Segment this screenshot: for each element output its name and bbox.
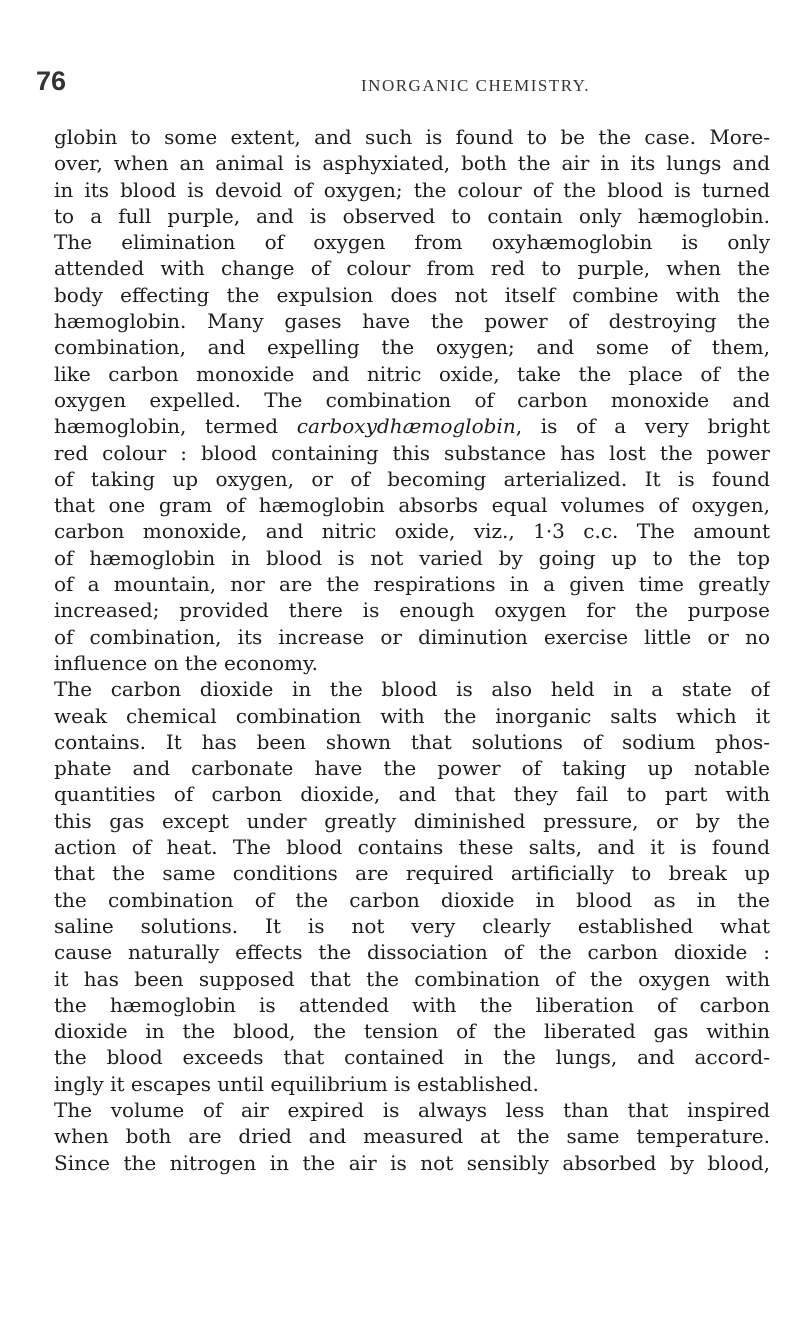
text-line: it has been supposed that the combination of the oxygen with: [54, 966, 770, 991]
text-line: when both are dried and measured at the same temperature.: [54, 1124, 770, 1149]
text-line: of taking up oxygen, or of becoming arterialized. It is found: [54, 466, 770, 491]
text-line: of hæmoglobin in blood is not varied by going up to the top: [54, 545, 770, 570]
text-line: this gas except under greatly diminished pressure, or by the: [54, 808, 770, 833]
text-line: hæmoglobin. Many gases have the power of destroying the: [54, 309, 770, 334]
text-line: increased; provided there is enough oxygen for the purpose: [54, 598, 770, 623]
text-line: of combination, its increase or diminution exercise little or no: [54, 624, 770, 649]
text-line: The elimination of oxygen from oxyhæmoglobin is only: [54, 230, 770, 255]
text-line: to a full purple, and is observed to contain only hæmoglobin.: [54, 203, 770, 228]
text-line: attended with change of colour from red to purple, when the: [54, 256, 770, 281]
text-line: [54, 413, 770, 439]
text-line: the blood exceeds that contained in the lungs, and accord-: [54, 1045, 770, 1070]
body-text: [54, 124, 770, 1176]
running-head: [36, 66, 776, 100]
text-run: hæmoglobin, termed: [54, 414, 297, 439]
text-line: quantities of carbon dioxide, and that they fail to part with: [54, 782, 770, 807]
text-line: that the same conditions are required artificially to break up: [54, 861, 770, 886]
text-line: Since the nitrogen in the air is not sensibly absorbed by blood,: [54, 1150, 770, 1175]
text-line: saline solutions. It is not very clearly established what: [54, 913, 770, 938]
text-line: phate and carbonate have the power of taking up notable: [54, 756, 770, 781]
text-line: that one gram of hæmoglobin absorbs equal volumes of oxygen,: [54, 493, 770, 518]
text-line: weak chemical combination with the inorganic salts which it: [54, 703, 770, 728]
text-line: combination, and expelling the oxygen; and some of them,: [54, 335, 770, 360]
text-line: carbon monoxide, and nitric oxide, viz., 1·3 c.c. The amount: [54, 519, 770, 544]
text-line: globin to some extent, and such is found to be the case. More-: [54, 125, 770, 149]
text-line: of a mountain, nor are the respirations in a given time greatly: [54, 572, 770, 597]
text-line: oxygen expelled. The combination of carbon monoxide and: [54, 387, 770, 412]
text-line: body effecting the expulsion does not itself combine with the: [54, 282, 770, 307]
text-line: dioxide in the blood, the tension of the liberated gas within: [54, 1019, 770, 1044]
text-run: , is of a very bright: [515, 414, 770, 439]
text-line: influence on the economy.: [54, 650, 318, 675]
text-line: The carbon dioxide in the blood is also held in a state of: [54, 677, 770, 702]
text-line: like carbon monoxide and nitric oxide, take the place of the: [54, 361, 770, 386]
text-line: red colour : blood containing this substance has lost the power: [54, 440, 770, 465]
text-line: contains. It has been shown that solutions of sodium phos-: [54, 729, 770, 754]
text-line: The volume of air expired is always less than that inspired: [54, 1097, 770, 1122]
text-line: the hæmoglobin is attended with the liberation of carbon: [54, 992, 770, 1017]
running-title: INORGANIC CHEMISTRY.: [361, 76, 590, 95]
text-line: over, when an animal is asphyxiated, both the air in its lungs and: [54, 151, 770, 176]
page-number: 76: [36, 66, 67, 96]
text-line: the combination of the carbon dioxide in blood as in the: [54, 887, 770, 912]
text-line: in its blood is devoid of oxygen; the colour of the blood is turned: [54, 177, 770, 202]
italic-term: carboxydhæmoglobin: [296, 414, 516, 439]
text-line: cause naturally effects the dissociation of the carbon dioxide :: [54, 940, 770, 965]
text-line: ingly it escapes until equilibrium is established.: [54, 1071, 539, 1096]
text-line: action of heat. The blood contains these salts, and it is found: [54, 835, 770, 860]
